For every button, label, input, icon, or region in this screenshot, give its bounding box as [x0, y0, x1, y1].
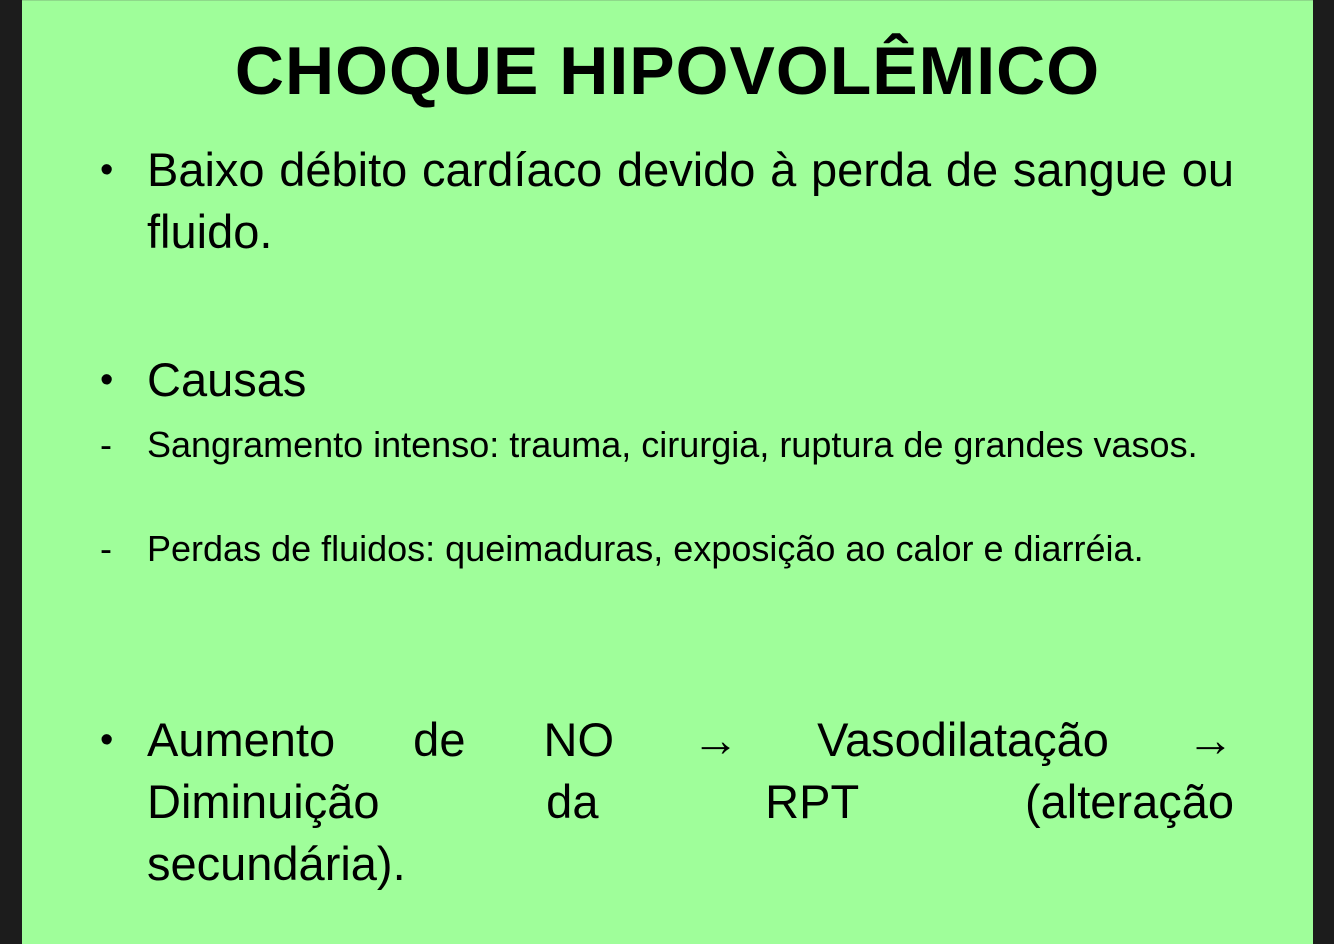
slide-title: CHOQUE HIPOVOLÊMICO	[234, 33, 1101, 109]
slide	[22, 0, 1313, 944]
bullet-text-line-2: Diminuição da RPT (alteração	[147, 775, 1234, 828]
bullet-text: Causas	[147, 353, 307, 406]
bullet-text: Baixo débito cardíaco devido à perda de sangue ou fluido.	[147, 143, 1234, 258]
bullet-text-line-1: Aumento de NO → Vasodilatação →	[147, 713, 1234, 766]
sub-item-text: Sangramento intenso: trauma, cirurgia, ruptura de grandes vasos.	[147, 424, 1198, 465]
dash-marker: -	[100, 424, 112, 465]
sub-item-text: Perdas de fluidos: queimaduras, exposição ao calor e diarréia.	[147, 528, 1144, 569]
bullet-text-line-3: secundária).	[147, 837, 406, 890]
bullet-marker: •	[100, 149, 114, 191]
bullet-marker: •	[100, 719, 114, 761]
bullet-marker: •	[100, 359, 114, 401]
dash-marker: -	[100, 528, 112, 569]
bullet-text	[147, 709, 1234, 895]
